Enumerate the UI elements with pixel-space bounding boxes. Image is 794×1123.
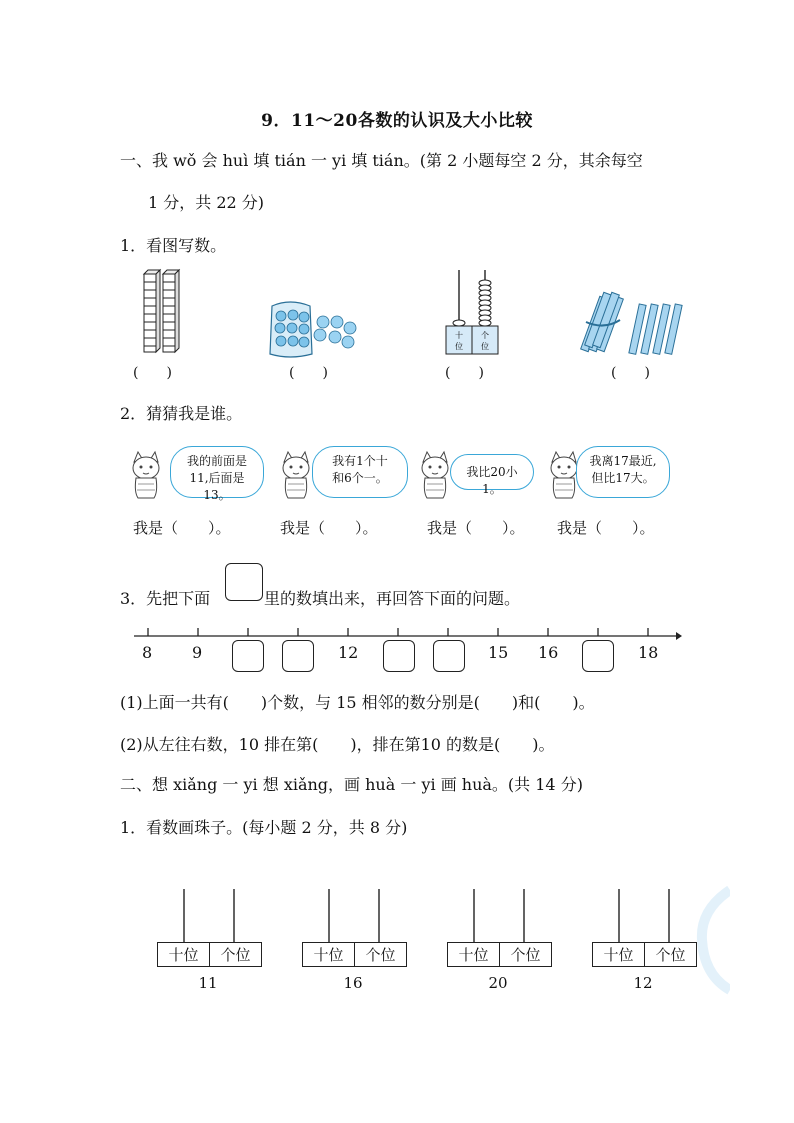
numberline-label: 16 xyxy=(538,643,559,662)
q1-answer-blank[interactable]: ( ) xyxy=(133,365,172,381)
q2-answer[interactable]: 我是（ ）。 xyxy=(280,519,378,537)
q3-sub2: (2)从左往右数，10 排在第( )，排在第10 的数是( )。 xyxy=(120,735,555,754)
q2-answer[interactable]: 我是（ ）。 xyxy=(133,519,231,537)
speech-bubble xyxy=(576,446,670,498)
svg-text:十: 十 xyxy=(455,331,463,340)
numberline-label: 12 xyxy=(338,643,359,662)
ones-label: 个位 xyxy=(210,943,262,967)
place-value-table xyxy=(447,942,552,967)
q3-label-end: 里的数填出来，再回答下面的问题。 xyxy=(264,589,521,608)
numberline-answer-box[interactable] xyxy=(383,640,415,672)
svg-text:位: 位 xyxy=(481,342,489,351)
tens-label: 十位 xyxy=(158,943,210,967)
target-number: 11 xyxy=(198,974,218,992)
q2-answer[interactable]: 我是（ ）。 xyxy=(427,519,525,537)
numberline-label: 15 xyxy=(488,643,509,662)
svg-text:位: 位 xyxy=(455,342,463,351)
ones-label: 个位 xyxy=(355,943,407,967)
q3-sub1: (1)上面一共有( )个数，与 15 相邻的数分别是( )和( )。 xyxy=(120,693,595,712)
place-value-table xyxy=(592,942,697,967)
bubble-text-line: 和6个一。 xyxy=(332,471,388,485)
target-number: 12 xyxy=(633,974,653,992)
number-line xyxy=(130,622,686,642)
numberline-answer-box[interactable] xyxy=(433,640,465,672)
speech-bubble xyxy=(312,446,408,498)
numberline-label: 8 xyxy=(142,643,153,662)
abacus-figure xyxy=(446,270,498,354)
target-number: 16 xyxy=(343,974,363,992)
speech-bubble xyxy=(170,446,264,502)
bubble-text-line: 我离17最近, xyxy=(589,454,657,468)
q1-answer-blank[interactable]: ( ) xyxy=(611,365,650,381)
numberline-answer-box[interactable] xyxy=(232,640,264,672)
q1-answer-blank[interactable]: ( ) xyxy=(445,365,484,381)
q2-label: 2．猜猜我是谁。 xyxy=(120,404,243,423)
numberline-label: 18 xyxy=(638,643,659,662)
bubble-text-line: 我的前面是 xyxy=(186,454,247,468)
ones-label: 个位 xyxy=(645,943,697,967)
target-number: 20 xyxy=(488,974,508,992)
numberline-label: 9 xyxy=(192,643,203,662)
section1-heading: 一、我 wǒ 会 huì 填 tián 一 yi 填 tián。(第 2 小题每空 2 分，其余每空 xyxy=(120,151,643,170)
q2-answer[interactable]: 我是（ ）。 xyxy=(557,519,655,537)
svg-text:个: 个 xyxy=(481,331,489,340)
base-ten-rods-figure xyxy=(144,270,179,352)
bubble-text-line: 我有1个十 xyxy=(332,454,388,468)
tens-label: 十位 xyxy=(593,943,645,967)
section1-heading-cont: 1 分，共 22 分) xyxy=(148,193,265,212)
page-title: 9．11～20各数的认识及大小比较 xyxy=(261,111,533,131)
section2-heading: 二、想 xiǎng 一 yi 想 xiǎng，画 huà 一 yi 画 huà。(共 14 分) xyxy=(120,775,583,794)
section2-q1-label: 1．看数画珠子。(每小题 2 分，共 8 分) xyxy=(120,818,408,837)
place-value-rods xyxy=(150,885,710,945)
numberline-answer-box[interactable] xyxy=(582,640,614,672)
tens-label: 十位 xyxy=(303,943,355,967)
q3-inline-box-icon xyxy=(225,563,263,601)
q1-answer-blank[interactable]: ( ) xyxy=(289,365,328,381)
tens-label: 十位 xyxy=(448,943,500,967)
speech-bubble xyxy=(450,454,534,496)
bubble-text-line: 11,后面是13。 xyxy=(189,471,245,502)
stick-bundle-figure xyxy=(581,292,682,354)
q1-label: 1．看图写数。 xyxy=(120,236,227,255)
q1-pictures xyxy=(120,262,700,362)
bag-of-balls-figure xyxy=(270,302,356,357)
ones-label: 个位 xyxy=(500,943,552,967)
place-value-table xyxy=(157,942,262,967)
place-value-table xyxy=(302,942,407,967)
cat-icon xyxy=(133,452,159,498)
numberline-answer-box[interactable] xyxy=(282,640,314,672)
bubble-text-line: 但比17大。 xyxy=(591,471,655,485)
q3-label-start: 3．先把下面 xyxy=(120,589,211,608)
bubble-text-line: 我比20小1。 xyxy=(466,465,518,496)
